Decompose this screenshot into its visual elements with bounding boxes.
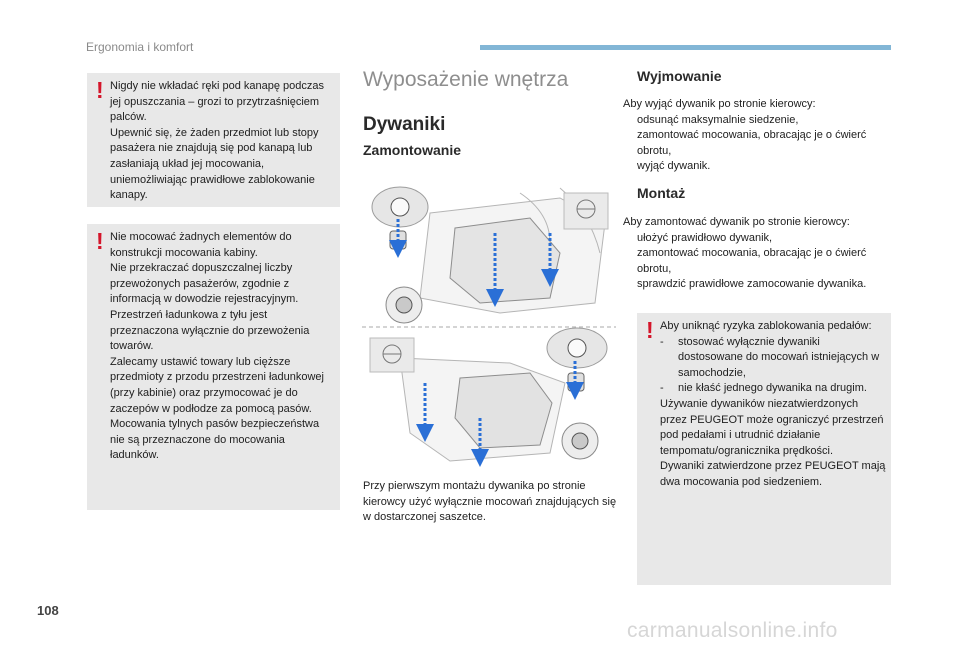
subsection-title: Dywaniki [363, 114, 446, 135]
list-item-text: sprawdzić prawidłowe zamocowanie dywanika. [637, 278, 867, 291]
fastener-detail-top-left [372, 187, 428, 249]
list-item [623, 128, 891, 159]
warning-text [660, 319, 887, 491]
bullet-icon [623, 246, 637, 277]
list-item-text: stosować wyłącznie dywaniki dostosowane do mocowań istniejących w samochodzie, [678, 335, 880, 379]
dash-mark: - [660, 335, 664, 348]
zamontowanie-heading: Zamontowanie [363, 142, 462, 158]
list-item [623, 113, 891, 129]
warning-box-kabina [87, 224, 340, 510]
warning-line: Mocowania tylnych pasów bezpieczeństwa nie są przeznaczone do mocowania ładunków. [110, 418, 320, 462]
list-item-text: nie kłaść jednego dywanika na drugim. [678, 382, 867, 395]
installation-caption [363, 479, 618, 526]
watermark: carmanualsonline.info [627, 619, 838, 642]
wyjmowanie-heading: Wyjmowanie [637, 68, 722, 84]
warning-line: Dywaniki zatwierdzone przez PEUGEOT mają dwa mocowania pod siedzeniem. [660, 460, 886, 488]
list-item-text: odsunąć maksymalnie siedzenie, [637, 113, 799, 126]
list-item-text: wyjąć dywanik. [637, 160, 711, 173]
montaz-instructions [623, 215, 891, 293]
list-item-text: zamontować mocowania, obracając je o ćwierć obrotu, [637, 129, 867, 157]
bullet-icon [623, 113, 637, 129]
montaz-intro: Aby zamontować dywanik po stronie kierowcy: [623, 216, 850, 228]
header-accent-bar [480, 45, 891, 50]
warning-text [110, 230, 336, 464]
list-item [623, 231, 891, 247]
list-item [660, 381, 887, 397]
bullet-icon [623, 277, 637, 293]
steering-wheel-icon-bottom [370, 338, 414, 372]
list-item-text: ułożyć prawidłowo dywanik, [637, 231, 773, 244]
warning-line: Nigdy nie wkładać ręki pod kanapę podczas jej opuszczania – grozi to przytrzaśnięciem palców. [110, 80, 325, 124]
warning-text [110, 79, 336, 204]
warning-line: Zalecamy ustawić towary lub cięższe przedmioty z przodu przestrzeni ładunkowej (przy kabinie) oraz przymocować je do zaczepów w podłodze za pomocą pasów. [110, 355, 324, 415]
page-number: 108 [37, 603, 59, 618]
list-item [660, 335, 887, 382]
dash-mark: - [660, 382, 664, 395]
warning-exclamation-icon: ! [96, 77, 104, 103]
list-item [623, 246, 891, 277]
warning-line: Nie przekraczać dopuszczalnej liczby przewożonych pasażerów, zgodnie z informacją w dowodzie rejestracyjnym. [110, 262, 299, 306]
warning-intro: Aby uniknąć ryzyka zablokowania pedałów: [660, 320, 872, 332]
warning-line: Upewnić się, że żaden przedmiot lub stopy pasażera nie znajdują się pod kanapą lub zasłaniają układ jej mocowania, uniemożliwiając prawidłowe zablokowanie kanapy. [110, 126, 319, 202]
bullet-icon [623, 128, 637, 159]
section-title: Wyposażenie wnętrza [363, 68, 569, 91]
warning-box-pedaly [637, 313, 891, 585]
steering-wheel-icon-top [564, 193, 608, 229]
fastener-detail-mid-left [386, 287, 422, 323]
bullet-icon [623, 231, 637, 247]
caption-text: Przy pierwszym montażu dywanika po stronie kierowcy użyć wyłącznie mocowań znajdujących się w dostarczonej saszetce. [363, 480, 617, 524]
warning-box-kanapa [87, 73, 340, 207]
warning-exclamation-icon: ! [96, 228, 104, 254]
warning-line: Używanie dywaników niezatwierdzonych przez PEUGEOT może ograniczyć przestrzeń pod pedałami i utrudnić działanie tempomatu/ogranicznika prędkości. [660, 397, 884, 457]
list-item [623, 277, 891, 293]
montaz-heading: Montaż [637, 185, 686, 201]
bullet-icon [623, 159, 637, 175]
header-section-label: Ergonomia i komfort [86, 40, 194, 54]
warning-exclamation-icon: ! [646, 317, 654, 343]
fastener-detail-bottom-right [562, 423, 598, 459]
wyjmowanie-instructions [623, 97, 891, 175]
list-item-text: zamontować mocowania, obracając je o ćwierć obrotu, [637, 247, 867, 275]
floor-mat-illustration [360, 183, 618, 470]
warning-line: Nie mocować żadnych elementów do konstrukcji mocowania kabiny. [110, 231, 292, 259]
wyjmowanie-intro: Aby wyjąć dywanik po stronie kierowcy: [623, 98, 816, 110]
list-item [623, 159, 891, 175]
warning-line: Przestrzeń ładunkowa z tyłu jest przeznaczona wyłącznie do przewożenia towarów. [110, 308, 310, 353]
